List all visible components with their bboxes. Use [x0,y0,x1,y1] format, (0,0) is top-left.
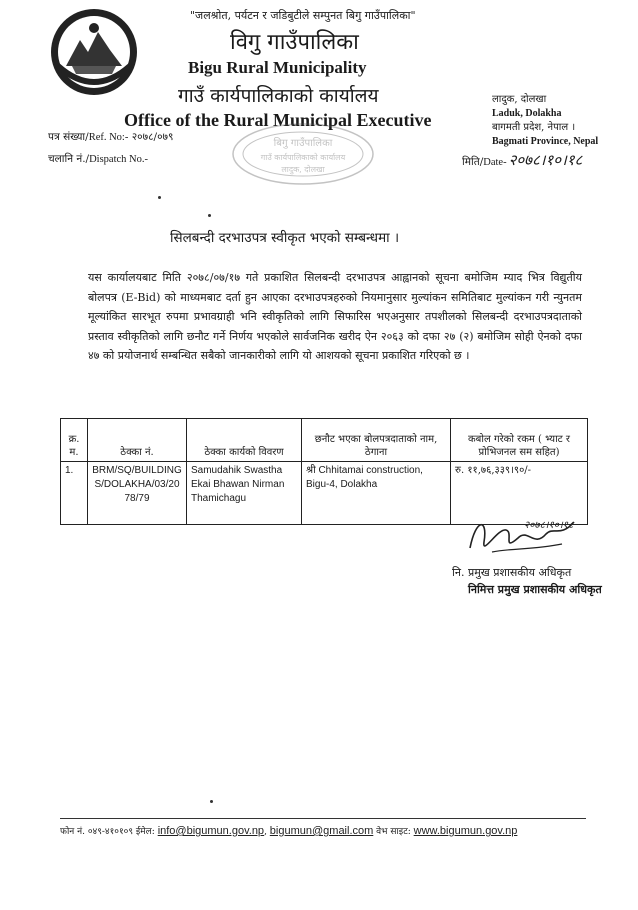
col-header-contract-no: ठेक्का नं. [88,419,187,462]
col-header-amount: कबोल गरेको रकम ( भ्याट र प्रोभिजनल सम सहित) [451,419,588,462]
office-name-en: Office of the Rural Municipal Executive [124,110,432,130]
notice-body: यस कार्यालयबाट मिति २०७८/०७/१७ गते प्रकाशित सिलबन्दी दरभाउपत्र आह्वानको सूचना बमोजिम म्याद भित्र विद्युतीय बोलपत्र (E-Bid) को माध्यमबाट दर्ता हुन आएका दरभाउपत्रहरुको नियमानुसार मुल्यांकन समितिबाट मुल्यांकन गरी न्युनतम मूल्यांकित सारभूत रुपमा प्रभावग्राही भनि स्वीकृतिको लागि सिफारिस भएअनुसार तपशीलको सिलबन्दी दरभाउपत्रदाताको प्रस्ताव स्वीकृतिको लागि छनौट गर्ने निर्णय भएकोले सार्वजनिक खरीद ऐन २०६३ को दफा २७ (२) बमोजिम सोही ऐनको दफा ४७ को प्रयोजनार्थ सम्बन्धित सबैको जानकारीको लागि यो आशयको सूचना प्रकाशित गरिएको छ । [88,271,582,362]
col-header-bidder: छनौट भएका बोलपत्रदाताको नाम, ठेगाना [302,419,451,462]
speck [158,196,161,199]
table-header-row [61,419,588,462]
cell-bidder: श्री Chhitamai construction, Bigu-4, Dolakha [302,462,451,525]
reference-number [48,130,173,144]
address-line1-np: लादुक, दोलखा [492,94,547,105]
stamp-line-1: बिगु गाउँपालिका [273,138,333,149]
municipality-name-np: विगु गाउँपालिका [230,30,359,55]
footer-contact: फोन नं. ०४९-४१०१०९ ईमेल: info@bigumun.gov.np, bigumun@gmail.com वेभ साइट: www.bigumun.gov.np [60,825,518,837]
ref-label-np: पत्र संख्या/ [48,131,89,143]
speck [210,800,213,803]
nepal-emblem-logo [48,6,140,98]
stamp-line-2: गाउँ कार्यपालिकाको कार्यालय [260,153,346,162]
date-value: २०७८।१०।१८ [508,151,583,169]
speck [208,214,211,217]
cell-amount: रु. ११,७६,३३९।९०/- [451,462,588,525]
subject-heading: सिलबन्दी दरभाउपत्र स्वीकृत भएको सम्बन्धमा । [170,230,400,246]
footer-phone-label: फोन नं. ०४९-४१०१०९ ईमेल: [60,827,155,837]
cell-work-description: Samudahik Swastha Ekai Bhawan Nirman Thamichagu [187,462,302,525]
col-header-work-description: ठेक्का कार्यको विवरण [187,419,302,462]
cell-sn: 1. [61,462,88,525]
dispatch-label-np: चलानि नं./ [48,153,90,165]
address-line2-en: Bagmati Province, Nepal [492,136,599,147]
signatory-title-1: नि. प्रमुख प्रशासकीय अधिकृत [452,566,572,579]
signatory-title-2: निमित्त प्रमुख प्रशासकीय अधिकृत [468,583,602,596]
col-header-sn: क्र. म. [61,419,88,462]
date-line [462,150,582,170]
office-stamp [228,120,378,188]
municipality-name-en: Bigu Rural Municipality [188,58,367,77]
email-link-info[interactable]: info@bigumun.gov.np [157,825,265,837]
website-link[interactable]: www.bigumun.gov.np [413,825,518,837]
dispatch-label-en: Dispatch No.- [89,154,148,165]
date-label-en: Date- [483,157,507,168]
address-line1-en: Laduk, Dolakha [492,108,562,119]
office-name-np: गाउँ कार्यपालिकाको कार्यालय [178,85,379,107]
address-line2-np: बागमती प्रदेश, नेपाल । [492,122,576,133]
address-block [492,93,598,149]
motto: "जलश्रोत, पर्यटन र जडिबुटीले सम्पुनत बिगु गाउँपालिका" [190,9,416,22]
signature [462,508,582,566]
signature-date: २०७८।१०।१८ [524,520,574,531]
cell-contract-no: BRM/SQ/BUILDINGS/DOLAKHA/03/2078/79 [88,462,187,525]
footer-divider [60,818,586,819]
ref-value: २०७८/०७९ [131,131,174,143]
dispatch-number [48,152,148,166]
footer-web-label: वेभ साइट: [376,827,411,837]
email-link-gmail[interactable]: bigumun@gmail.com [269,825,374,837]
date-label-np: मिति/ [462,156,484,168]
stamp-line-3: लादुक, दोलखा [281,165,325,174]
ref-label-en: Ref. No:- [88,132,129,143]
